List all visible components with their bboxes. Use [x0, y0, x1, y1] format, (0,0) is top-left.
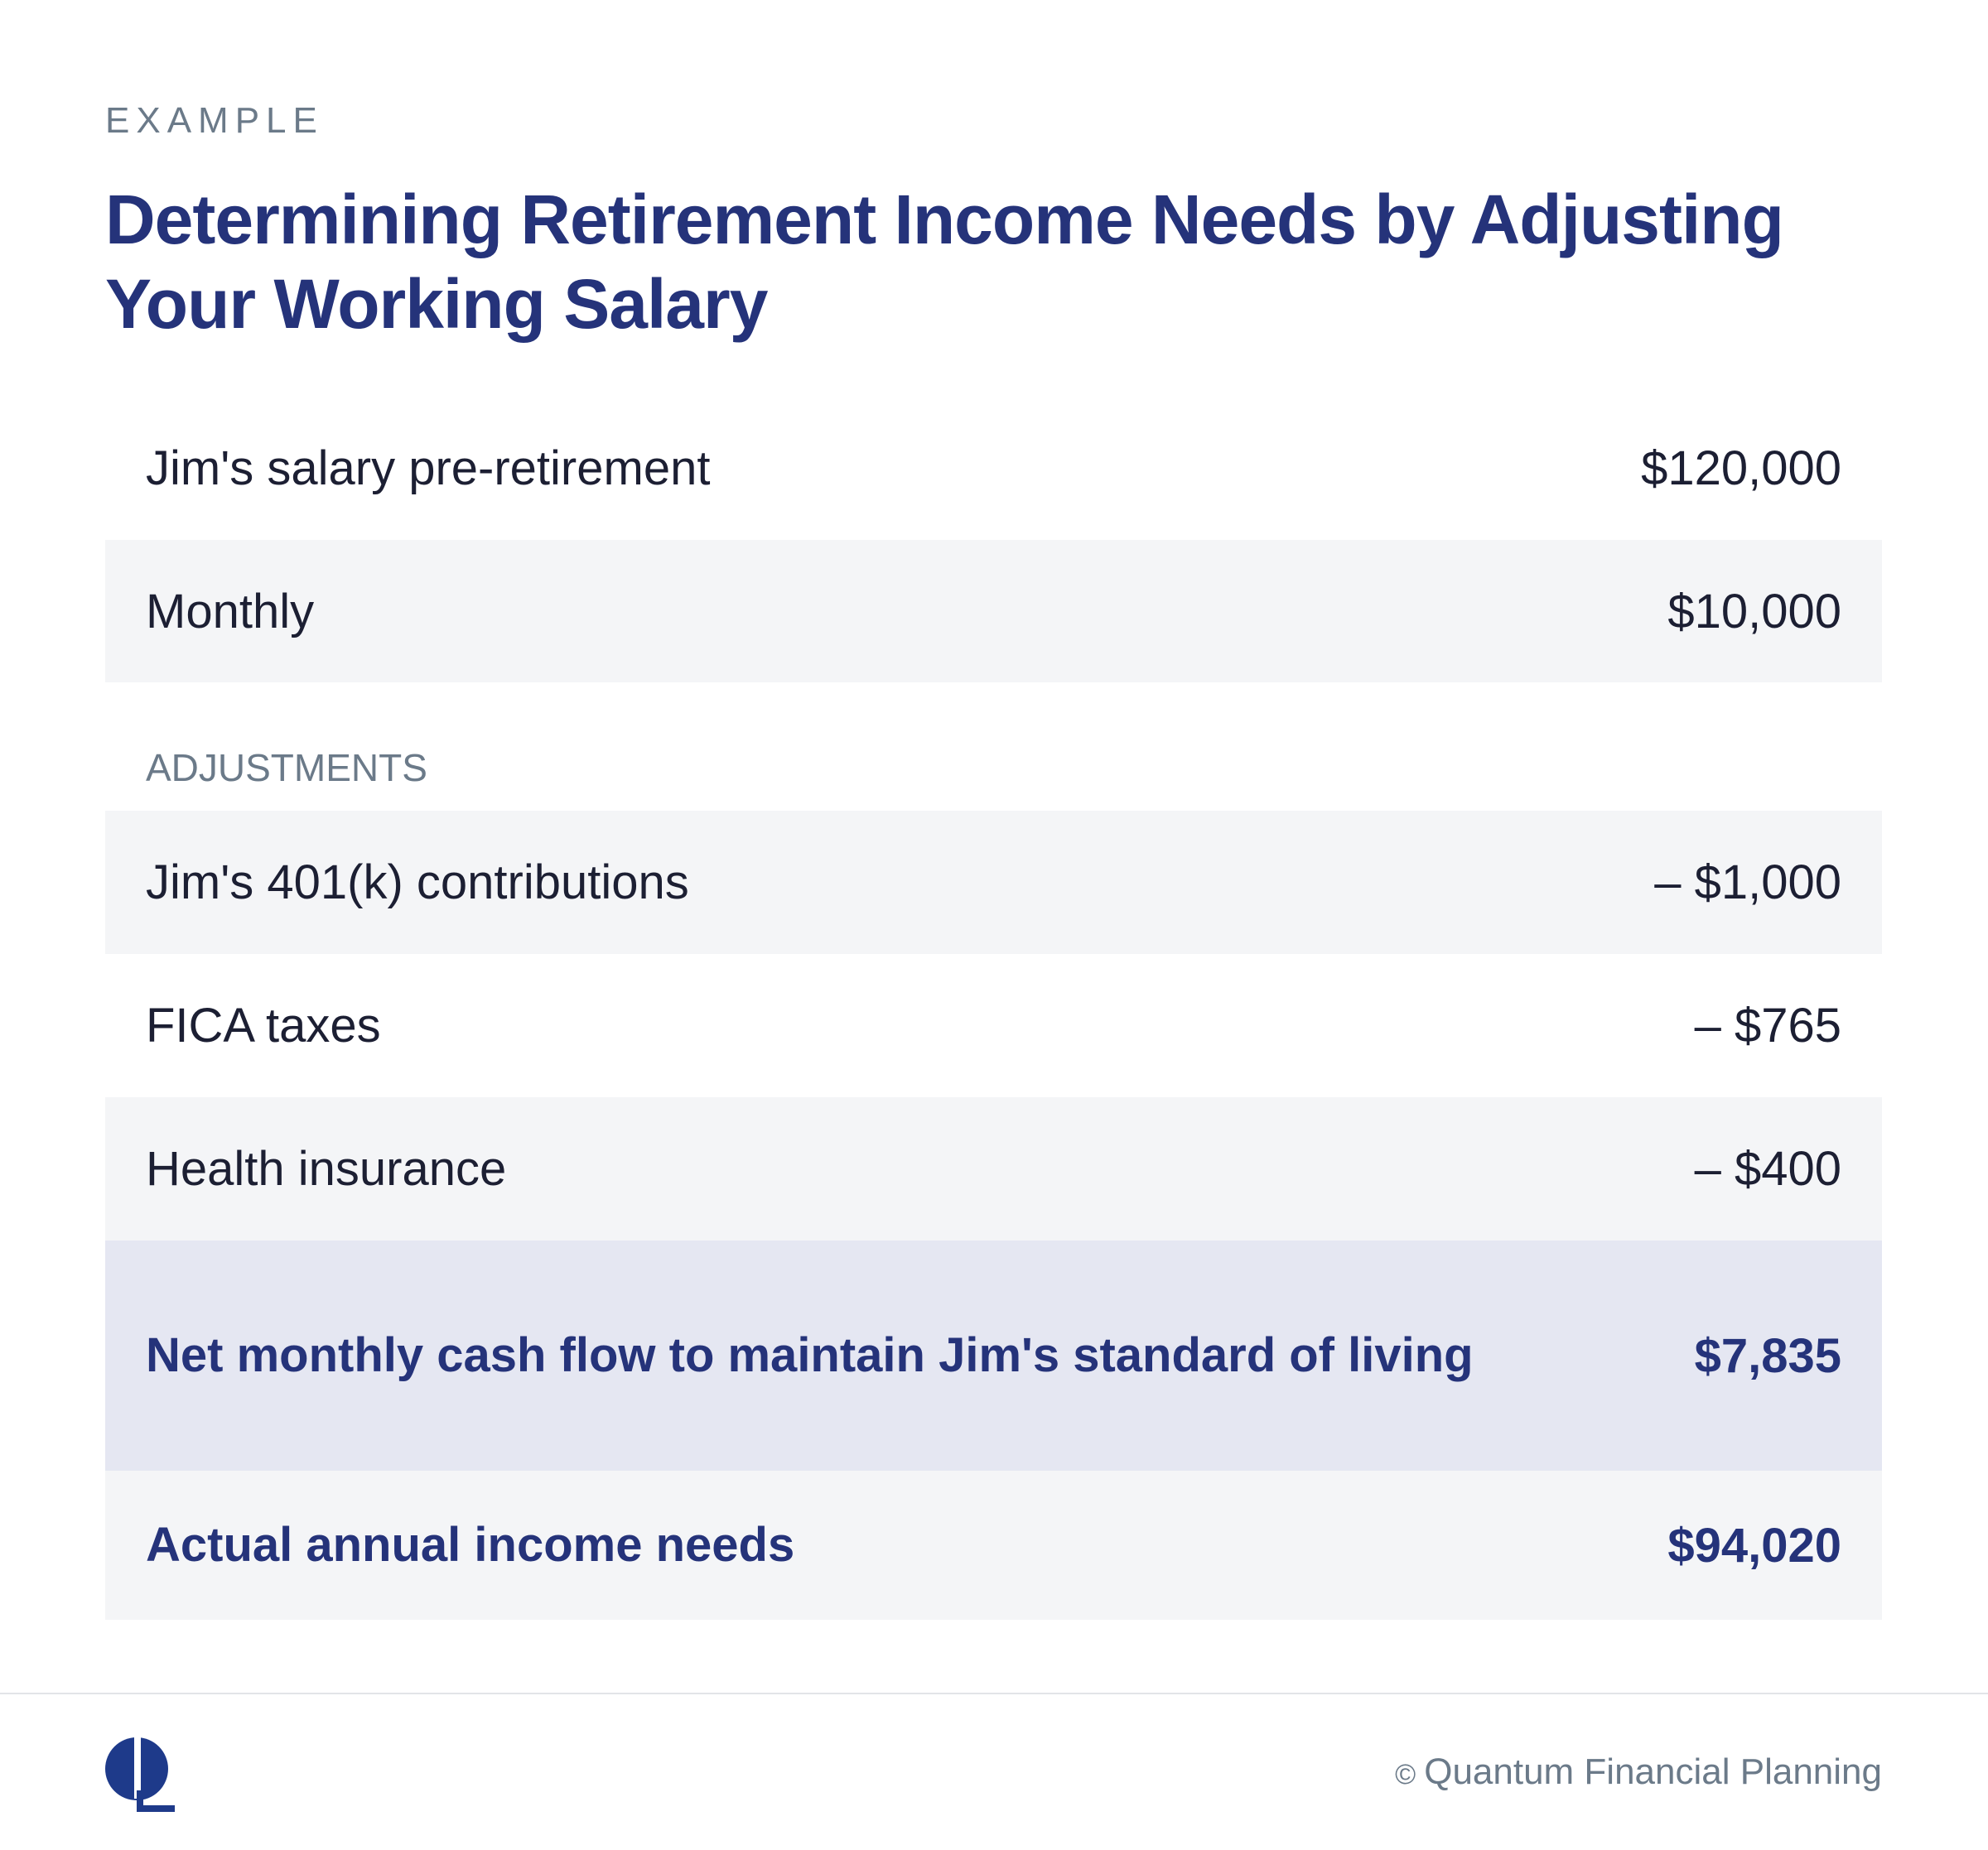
row-label: Actual annual income needs: [146, 1518, 795, 1572]
table-row-health-insurance: [105, 1097, 1882, 1241]
row-label: Monthly: [146, 584, 315, 638]
adjustments-heading: ADJUSTMENTS: [146, 746, 427, 789]
row-value: $120,000: [1641, 441, 1841, 495]
row-value: – $1,000: [1654, 855, 1841, 909]
row-label: Net monthly cash flow to maintain Jim's standard of living: [146, 1328, 1474, 1382]
row-label: Jim's 401(k) contributions: [146, 855, 689, 909]
table-row-401k: [105, 811, 1882, 954]
quantum-q-logo-icon: [105, 1737, 175, 1812]
row-value: $7,835: [1694, 1328, 1841, 1383]
row-label: Jim's salary pre-retirement: [146, 441, 711, 495]
page-title: Determining Retirement Income Needs by Adjusting Your Working Salary: [105, 181, 1783, 343]
row-label: FICA taxes: [146, 999, 381, 1053]
row-value: $94,020: [1667, 1518, 1841, 1573]
table-row-salary: [105, 397, 1882, 540]
table-row-annual-needs: [105, 1471, 1882, 1620]
table-row-net-monthly: [105, 1241, 1882, 1471]
table-row-monthly: [105, 540, 1882, 682]
copyright-text: Quantum Financial Planning: [1424, 1751, 1882, 1792]
footer-copyright: [1395, 1749, 1882, 1798]
page-eyebrow: EXAMPLE: [105, 100, 324, 141]
row-value: – $400: [1694, 1142, 1841, 1196]
table-row-fica: [105, 954, 1882, 1097]
footer-divider: [0, 1693, 1988, 1694]
row-value: – $765: [1694, 999, 1841, 1053]
row-label: Health insurance: [146, 1142, 507, 1196]
copyright-symbol: ©: [1395, 1759, 1416, 1790]
row-value: $10,000: [1667, 584, 1841, 638]
